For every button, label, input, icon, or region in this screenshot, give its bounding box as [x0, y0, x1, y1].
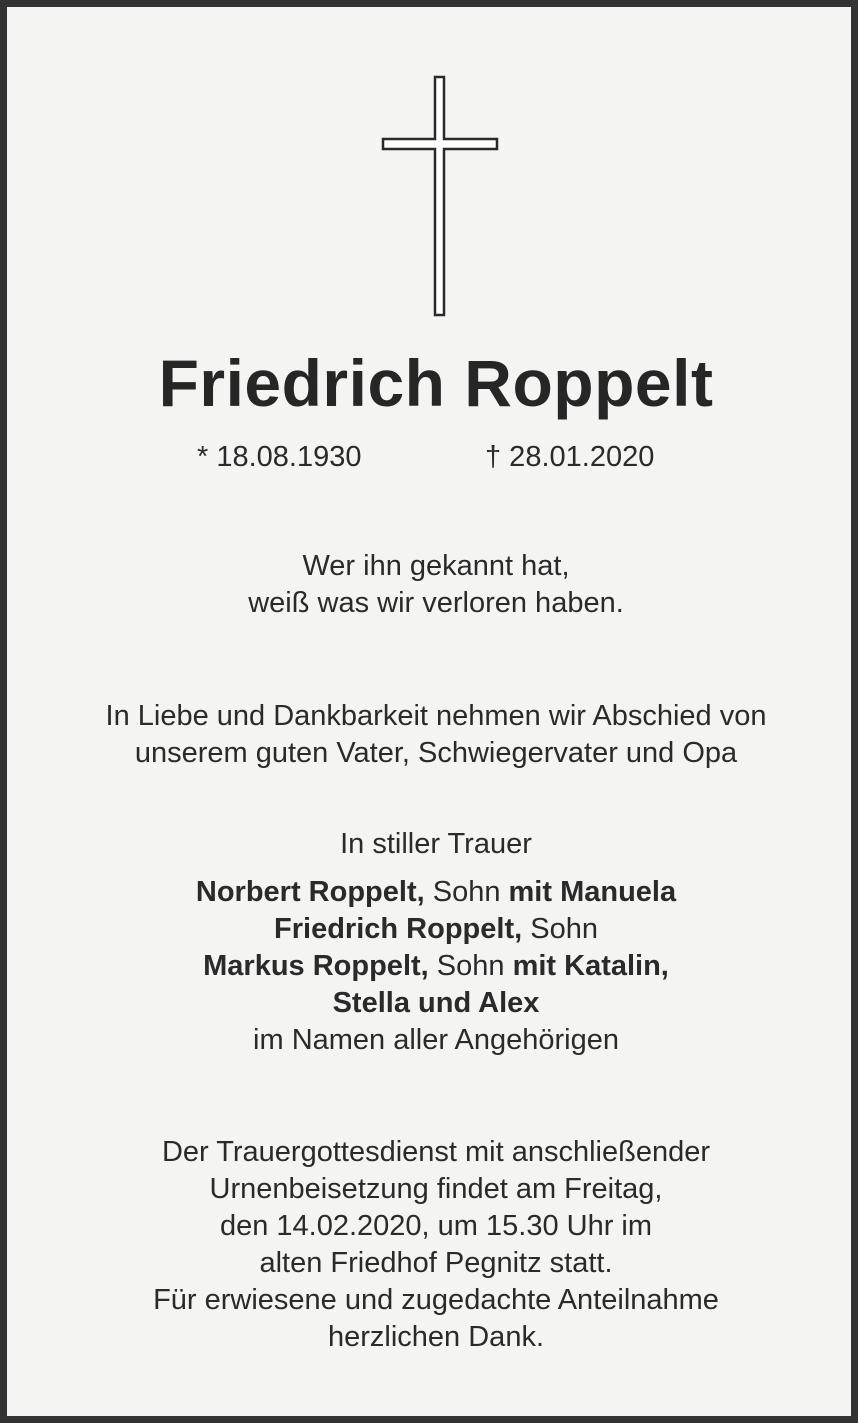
- christian-cross-icon: [381, 75, 499, 317]
- family-member-name: Friedrich Roppelt,: [274, 913, 523, 945]
- family-member-name: Markus Roppelt,: [203, 950, 429, 982]
- family-closing: im Namen aller Angehörigen: [253, 1024, 619, 1056]
- family-member-line: [7, 948, 858, 985]
- farewell-line: unserem guten Vater, Schwiegervater und Opa: [134, 737, 738, 769]
- service-line: alten Friedhof Pegnitz statt.: [259, 1247, 613, 1279]
- service-line: Für erwiesene und zugedachte Anteilnahme: [153, 1284, 719, 1316]
- service-line: Der Trauergottesdienst mit anschließender: [161, 1136, 711, 1168]
- service-announcement: [7, 1134, 858, 1356]
- family-member-name: Norbert Roppelt,: [195, 876, 425, 908]
- family-member-role: Sohn: [522, 913, 598, 945]
- family-member-role: Sohn: [428, 950, 513, 982]
- family-member-role: Sohn: [424, 876, 509, 908]
- service-line: herzlichen Dank.: [328, 1321, 544, 1353]
- mourning-heading: In stiller Trauer: [340, 828, 532, 860]
- family-member-partner: mit Manuela: [508, 876, 677, 908]
- memorial-quote: [7, 548, 858, 622]
- deceased-name: Friedrich Roppelt: [158, 346, 714, 420]
- quote-line: weiß was wir verloren haben.: [248, 587, 624, 619]
- life-dates: [7, 439, 858, 475]
- birth-date: * 18.08.1930: [197, 441, 362, 473]
- family-list: [7, 874, 858, 1059]
- family-member-line: [7, 874, 858, 911]
- service-line: Urnenbeisetzung findet am Freitag,: [209, 1173, 663, 1205]
- quote-line: Wer ihn gekannt hat,: [302, 550, 570, 582]
- farewell-text: [7, 698, 858, 772]
- service-line: den 14.02.2020, um 15.30 Uhr im: [219, 1210, 653, 1242]
- family-member-line: [7, 911, 858, 948]
- family-member-partner: mit Katalin,: [512, 950, 669, 982]
- family-grandchildren: Stella und Alex: [332, 987, 540, 1019]
- farewell-line: In Liebe und Dankbarkeit nehmen wir Abschied von: [105, 700, 767, 732]
- death-date: † 28.01.2020: [485, 441, 655, 473]
